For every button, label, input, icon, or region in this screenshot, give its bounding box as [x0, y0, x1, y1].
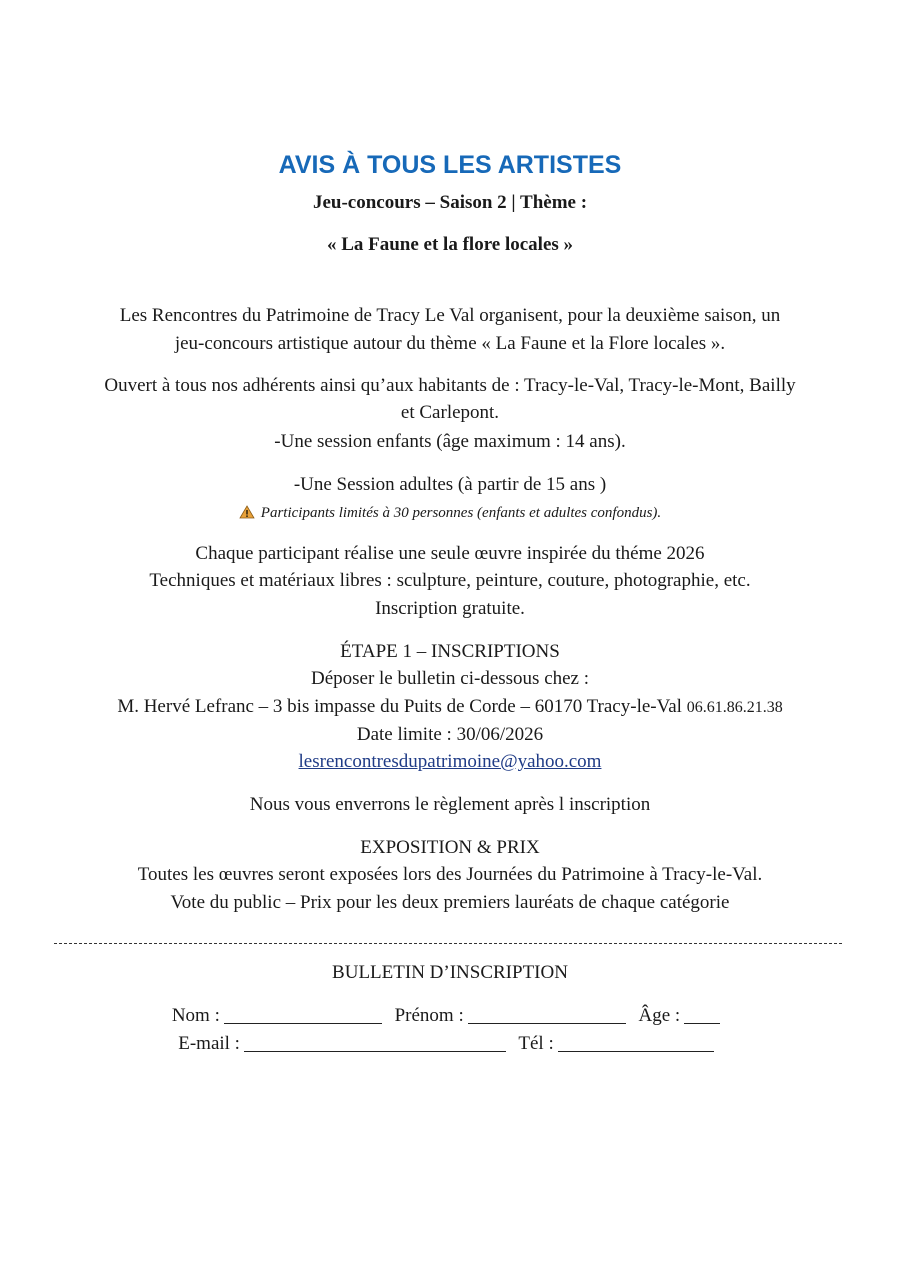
deadline: Date limite : 30/06/2026 — [356, 724, 544, 745]
step1-heading: ÉTAPE 1 – INSCRIPTIONS — [340, 641, 560, 662]
phone: 06.61.86.21.38 — [686, 699, 783, 716]
rules-line-3: Inscription gratuite. — [375, 598, 525, 619]
email-link[interactable]: lesrencontresdupatrimoine@yahoo.com — [298, 751, 602, 772]
eligibility-line-2: et Carlepont. — [400, 402, 500, 423]
nom-field[interactable] — [224, 1009, 382, 1024]
warning-note — [0, 501, 900, 525]
dashed-separator — [54, 943, 842, 944]
email-link-row — [0, 750, 900, 774]
session-adults: -Une Session adultes (à partir de 15 ans ) — [293, 474, 607, 495]
tel-field[interactable] — [558, 1037, 714, 1052]
email-label: E-mail : — [178, 1033, 240, 1054]
deposit-text: Déposer le bulletin ci-dessous chez : — [310, 668, 590, 689]
rules-note: Nous vous enverrons le règlement après l inscription — [249, 794, 651, 815]
tel-label: Tél : — [518, 1033, 554, 1054]
email-field[interactable] — [244, 1037, 506, 1052]
rules-line-2: Techniques et matériaux libres : sculpture, peinture, couture, photographie, etc. — [149, 570, 751, 591]
exhibition-line-2: Vote du public – Prix pour les deux premiers lauréats de chaque catégorie — [170, 892, 730, 913]
form-row-2 — [0, 1032, 900, 1056]
subtitle: Jeu-concours – Saison 2 | Thème : — [312, 192, 588, 213]
rules-line-1: Chaque participant réalise une seule œuvre inspirée du théme 2026 — [195, 543, 705, 564]
warning-icon — [239, 505, 255, 519]
warning-text: Participants limités à 30 personnes (enfants et adultes confondus). — [260, 505, 662, 521]
prenom-field[interactable] — [468, 1009, 626, 1024]
intro-line-2: jeu-concours artistique autour du thème « La Faune et la Flore locales ». — [174, 333, 726, 354]
eligibility-line-1: Ouvert à tous nos adhérents ainsi qu’aux habitants de : Tracy-le-Val, Tracy-le-Mont, Bailly — [104, 375, 796, 396]
exhibition-heading: EXPOSITION & PRIX — [360, 837, 540, 858]
intro-line-1: Les Rencontres du Patrimoine de Tracy Le Val organisent, pour la deuxième saison, un — [119, 305, 781, 326]
theme-title: « La Faune et la flore locales » — [326, 234, 574, 255]
form-heading: BULLETIN D’INSCRIPTION — [332, 962, 568, 983]
form-row-1 — [0, 1004, 900, 1028]
page-title: AVIS À TOUS LES ARTISTES — [278, 151, 622, 179]
age-label: Âge : — [638, 1005, 681, 1026]
nom-label: Nom : — [171, 1005, 220, 1026]
prenom-label: Prénom : — [394, 1005, 464, 1026]
age-field[interactable] — [684, 1009, 720, 1024]
session-kids: -Une session enfants (âge maximum : 14 ans). — [274, 431, 626, 452]
address: M. Hervé Lefranc – 3 bis impasse du Puits de Corde – 60170 Tracy-le-Val — [117, 696, 682, 717]
exhibition-line-1: Toutes les œuvres seront exposées lors des Journées du Patrimoine à Tracy-le-Val. — [137, 864, 763, 885]
address-line — [0, 695, 900, 720]
